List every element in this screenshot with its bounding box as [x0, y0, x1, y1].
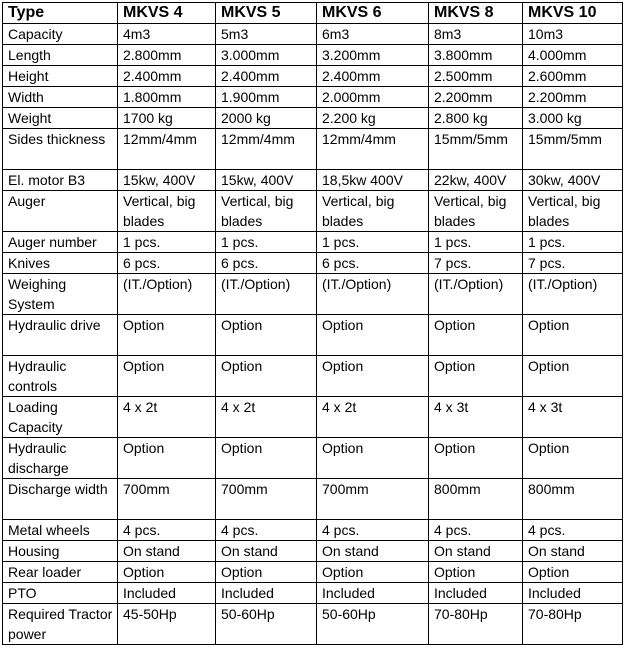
row-label: Height: [3, 66, 118, 87]
table-cell: Option: [429, 562, 523, 583]
table-row: [3, 45, 623, 66]
table-cell: 2.200mm: [429, 87, 523, 108]
table-cell: Included: [118, 583, 216, 604]
table-cell: 1.800mm: [118, 87, 216, 108]
table-cell: 5m3: [216, 24, 317, 45]
table-cell: 12mm/4mm: [118, 129, 216, 170]
table-row: [3, 170, 623, 191]
table-cell: 50-60Hp: [317, 604, 429, 645]
table-row: [3, 129, 623, 170]
table-cell: (IT./Option): [317, 274, 429, 315]
table-cell: 45-50Hp: [118, 604, 216, 645]
table-cell: Option: [429, 315, 523, 356]
table-cell: 700mm: [118, 479, 216, 520]
header-cell-mkvs-10: MKVS 10: [523, 3, 623, 24]
table-row: [3, 520, 623, 541]
table-cell: On stand: [216, 541, 317, 562]
header-cell-mkvs-5: MKVS 5: [216, 3, 317, 24]
table-cell: 22kw, 400V: [429, 170, 523, 191]
row-label: Length: [3, 45, 118, 66]
table-row: [3, 583, 623, 604]
table-cell: Option: [523, 356, 623, 397]
table-cell: 2.400mm: [118, 66, 216, 87]
table-cell: On stand: [429, 541, 523, 562]
table-cell: Option: [523, 562, 623, 583]
table-cell: 4 pcs.: [118, 520, 216, 541]
table-cell: Included: [216, 583, 317, 604]
table-cell: (IT./Option): [118, 274, 216, 315]
table-cell: 50-60Hp: [216, 604, 317, 645]
table-cell: 12mm/4mm: [317, 129, 429, 170]
table-cell: 7 pcs.: [523, 253, 623, 274]
table-row: [3, 66, 623, 87]
table-row: [3, 479, 623, 520]
table-cell: 2.200 kg: [317, 108, 429, 129]
table-row: [3, 562, 623, 583]
table-cell: Option: [118, 438, 216, 479]
table-cell: Option: [216, 315, 317, 356]
row-label: Loading Capacity: [3, 397, 118, 438]
table-cell: 15kw, 400V: [118, 170, 216, 191]
table-cell: 10m3: [523, 24, 623, 45]
table-cell: Option: [429, 438, 523, 479]
table-cell: Option: [317, 315, 429, 356]
table-cell: Option: [216, 438, 317, 479]
table-cell: 3.200mm: [317, 45, 429, 66]
row-label: Weight: [3, 108, 118, 129]
table-cell: 1 pcs.: [216, 232, 317, 253]
table-cell: 2.800 kg: [429, 108, 523, 129]
table-row: [3, 541, 623, 562]
table-cell: 4 pcs.: [317, 520, 429, 541]
row-label: Auger: [3, 191, 118, 232]
table-cell: 2.500mm: [429, 66, 523, 87]
row-label: Housing: [3, 541, 118, 562]
row-label: Auger number: [3, 232, 118, 253]
table-cell: 18,5kw 400V: [317, 170, 429, 191]
row-label: El. motor B3: [3, 170, 118, 191]
table-row: [3, 253, 623, 274]
table-cell: 15mm/5mm: [429, 129, 523, 170]
table-cell: 15mm/5mm: [523, 129, 623, 170]
table-cell: Option: [317, 356, 429, 397]
table-cell: 4 x 2t: [317, 397, 429, 438]
table-cell: 6 pcs.: [118, 253, 216, 274]
table-row: [3, 87, 623, 108]
table-cell: 700mm: [317, 479, 429, 520]
table-cell: Option: [523, 315, 623, 356]
table-cell: Vertical, big blades: [429, 191, 523, 232]
table-cell: 6 pcs.: [216, 253, 317, 274]
table-row: [3, 274, 623, 315]
table-row: [3, 24, 623, 45]
table-cell: 700mm: [216, 479, 317, 520]
table-cell: 70-80Hp: [523, 604, 623, 645]
table-cell: 2.600mm: [523, 66, 623, 87]
row-label: Weighing System: [3, 274, 118, 315]
header-cell-type: Type: [3, 3, 118, 24]
row-label: Capacity: [3, 24, 118, 45]
table-cell: 4 pcs.: [429, 520, 523, 541]
table-cell: 6 pcs.: [317, 253, 429, 274]
table-row: [3, 108, 623, 129]
table-cell: 7 pcs.: [429, 253, 523, 274]
table-cell: Option: [118, 315, 216, 356]
table-cell: 2000 kg: [216, 108, 317, 129]
table-row: [3, 232, 623, 253]
table-cell: 4 x 2t: [118, 397, 216, 438]
table-cell: 4.000mm: [523, 45, 623, 66]
table-cell: 800mm: [523, 479, 623, 520]
table-cell: 2.400mm: [317, 66, 429, 87]
table-cell: 4m3: [118, 24, 216, 45]
table-cell: 3.800mm: [429, 45, 523, 66]
table-row: [3, 438, 623, 479]
row-label: Knives: [3, 253, 118, 274]
table-cell: 6m3: [317, 24, 429, 45]
row-label: Width: [3, 87, 118, 108]
table-cell: 3.000mm: [216, 45, 317, 66]
row-label: Hydraulic drive: [3, 315, 118, 356]
table-row: [3, 356, 623, 397]
table-cell: 70-80Hp: [429, 604, 523, 645]
table-cell: Option: [118, 356, 216, 397]
table-cell: 4 x 3t: [429, 397, 523, 438]
table-cell: (IT./Option): [523, 274, 623, 315]
table-cell: 800mm: [429, 479, 523, 520]
table-cell: 2.800mm: [118, 45, 216, 66]
table-row: [3, 315, 623, 356]
table-cell: 2.400mm: [216, 66, 317, 87]
table-row: [3, 191, 623, 232]
table-cell: Included: [523, 583, 623, 604]
table-cell: 12mm/4mm: [216, 129, 317, 170]
table-cell: Option: [317, 438, 429, 479]
table-cell: 4 x 3t: [523, 397, 623, 438]
header-cell-mkvs-4: MKVS 4: [118, 3, 216, 24]
table-cell: 15kw, 400V: [216, 170, 317, 191]
row-label: Metal wheels: [3, 520, 118, 541]
table-cell: 8m3: [429, 24, 523, 45]
table-cell: (IT./Option): [216, 274, 317, 315]
table-cell: 4 x 2t: [216, 397, 317, 438]
table-cell: Option: [118, 562, 216, 583]
table-cell: 1700 kg: [118, 108, 216, 129]
row-label: Hydraulic discharge: [3, 438, 118, 479]
specifications-table: [2, 2, 623, 645]
header-cell-mkvs-6: MKVS 6: [317, 3, 429, 24]
table-cell: Option: [216, 562, 317, 583]
table-cell: Option: [216, 356, 317, 397]
table-cell: 3.000 kg: [523, 108, 623, 129]
table-cell: Vertical, big blades: [118, 191, 216, 232]
header-cell-mkvs-8: MKVS 8: [429, 3, 523, 24]
row-label: Hydraulic controls: [3, 356, 118, 397]
table-cell: Vertical, big blades: [523, 191, 623, 232]
table-row: [3, 397, 623, 438]
row-label: Discharge width: [3, 479, 118, 520]
row-label: PTO: [3, 583, 118, 604]
table-cell: Option: [429, 356, 523, 397]
table-cell: On stand: [118, 541, 216, 562]
table-cell: Option: [317, 562, 429, 583]
table-cell: 30kw, 400V: [523, 170, 623, 191]
table-cell: 4 pcs.: [523, 520, 623, 541]
table-cell: 1 pcs.: [523, 232, 623, 253]
table-cell: 1 pcs.: [317, 232, 429, 253]
table-header-row: [3, 3, 623, 24]
table-cell: 4 pcs.: [216, 520, 317, 541]
table-cell: Included: [429, 583, 523, 604]
table-cell: (IT./Option): [429, 274, 523, 315]
table-cell: Vertical, big blades: [317, 191, 429, 232]
table-cell: 1 pcs.: [118, 232, 216, 253]
row-label: Rear loader: [3, 562, 118, 583]
table-row: [3, 604, 623, 645]
table-cell: Option: [523, 438, 623, 479]
table-cell: Included: [317, 583, 429, 604]
row-label: Required Tractor power: [3, 604, 118, 645]
table-cell: 1.900mm: [216, 87, 317, 108]
row-label: Sides thickness: [3, 129, 118, 170]
table-cell: 2.000mm: [317, 87, 429, 108]
table-cell: Vertical, big blades: [216, 191, 317, 232]
table-cell: 2.200mm: [523, 87, 623, 108]
table-cell: 1 pcs.: [429, 232, 523, 253]
table-cell: On stand: [523, 541, 623, 562]
table-cell: On stand: [317, 541, 429, 562]
